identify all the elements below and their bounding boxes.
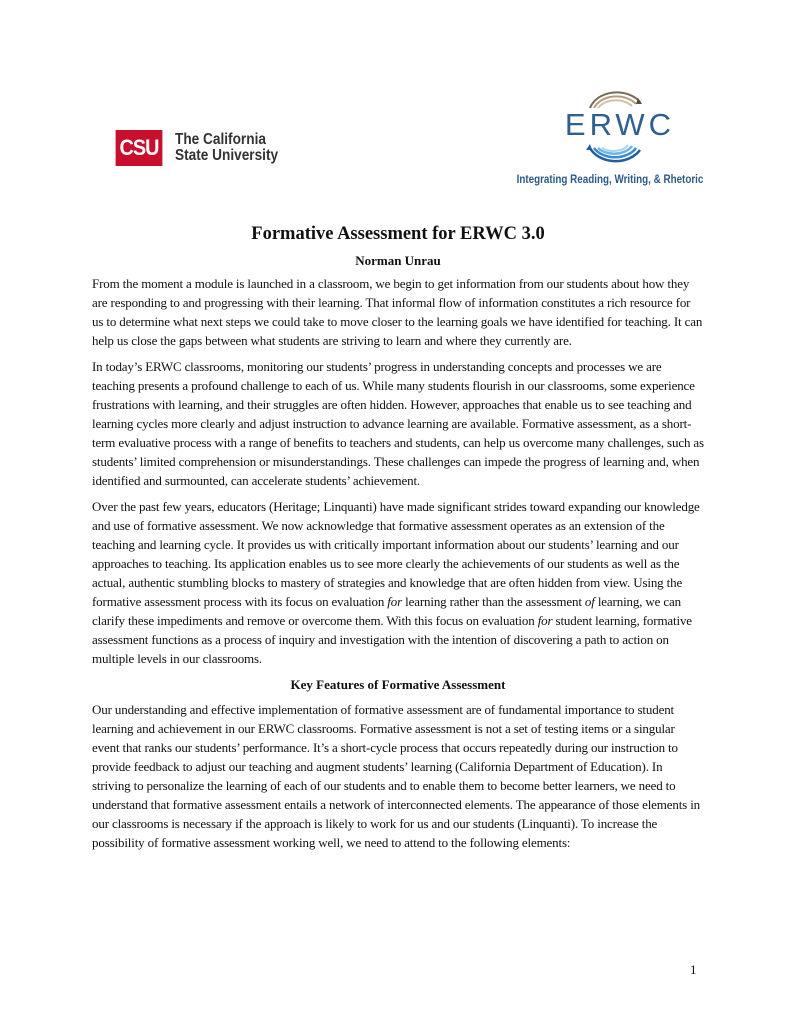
paragraph: Our understanding and effective implementation of formative assessment are of fundamental importance to student learning and achievement in our ERWC classrooms. Formative assessment is not a set of testing items or a singular event that ranks our students’ performance. It’s a short-cycle process that occurs repeatedly during our instruction to provide feedback to adjust our teaching and augment students’ learning (California Department of Education). In striving to personalize the learning of each of our students and to enable them to become better learners, we need to understand that formative assessment entails a network of interconnected elements. The appearance of those elements in our classrooms is necessary if the approach is likely to work for us and our students (Linquanti). To increase the possibility of formative assessment working well, we need to attend to the following elements: bbox=[92, 702, 701, 850]
paragraph-text: learning, we can clarify these impediments and remove or overcome them. With this focus on evaluation bbox=[92, 594, 681, 628]
csu-logo-mark: CSU bbox=[116, 130, 163, 166]
emphasis-text: for bbox=[387, 594, 403, 609]
document-body bbox=[92, 220, 704, 859]
paragraph-text: learning rather than the assessment bbox=[402, 594, 585, 609]
csu-name-line1: The California bbox=[175, 131, 266, 148]
document-title: Formative Assessment for ERWC 3.0 bbox=[251, 224, 545, 244]
paragraph: In today’s ERWC classrooms, monitoring our students’ progress in understanding concepts and processes we are teaching presents a profound challenge to each of us. While many students flourish in our classrooms, some experience frustrations with learning, and their struggles are often hidden. However, approaches that enable us to see teaching and learning cycles more clearly and adjust instruction to advance learning are available. Formative assessment, as a short-term evaluative process with a range of benefits to teachers and students, can help us overcome many challenges, such as students’ limited comprehension or misunderstandings. These challenges can impede the progress of learning and, when identified and surmounted, can accelerate students’ achievement. bbox=[92, 359, 704, 488]
paragraph: From the moment a module is launched in a classroom, we begin to get information from our students about how they are responding to and progressing with their learning. That informal flow of information constitutes a rich resource for us to determine what next steps we could take to move closer to the learning goals we have identified for teaching. It can help us close the gaps between what students are striving to learn and where they currently are. bbox=[92, 276, 703, 348]
emphasis-text: for bbox=[537, 613, 553, 628]
paragraph-text: student learning, formative assessment functions as a process of inquiry and investigation with the intention of discovering a path to action on multiple levels in our classrooms. bbox=[92, 613, 692, 666]
erwc-tagline: Integrating Reading, Writing, & Rhetoric bbox=[516, 172, 704, 186]
erwc-logo-mark: ERWC bbox=[564, 107, 676, 142]
page-number: 1 bbox=[690, 962, 697, 977]
document-author: Norman Unrau bbox=[355, 253, 441, 268]
csu-logo-name bbox=[175, 132, 278, 164]
paragraph-text: Over the past few years, educators (Heritage; Linquanti) have made significant strides toward expanding our knowledge and use of formative assessment. We now acknowledge that formative assessment operates as an extension of the teaching and learning cycle. It provides us with critically important information about our students’ learning and our approaches to teaching. Its application enables us to see more clearly the achievements of our students as well as the actual, authentic stumbling blocks to mastery of strategies and knowledge that are often hidden from view. Using the formative assessment process with its focus on evaluation bbox=[92, 499, 700, 609]
section-heading: Key Features of Formative Assessment bbox=[290, 677, 506, 692]
emphasis-text: of bbox=[584, 594, 595, 609]
paragraph bbox=[92, 497, 704, 668]
csu-logo bbox=[113, 130, 292, 166]
csu-name-line2: State University bbox=[175, 147, 279, 164]
erwc-logo bbox=[490, 80, 730, 195]
